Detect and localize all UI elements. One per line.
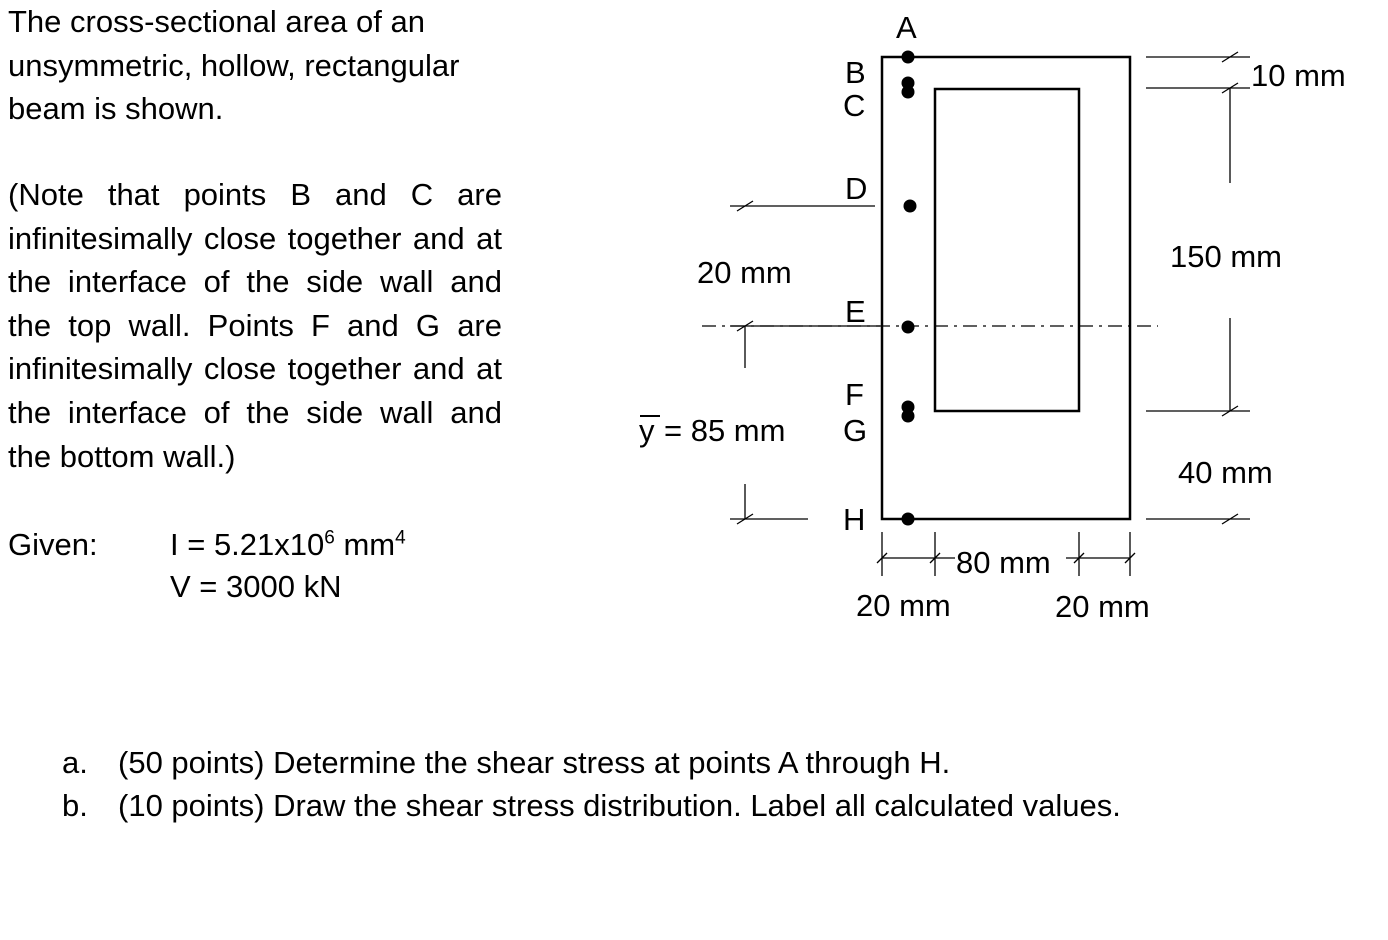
point-a-label: A xyxy=(896,10,917,45)
point-c-label: C xyxy=(843,88,866,123)
dim-centroid-offset: 20 mm xyxy=(697,255,792,290)
dim-inner-width: 80 mm xyxy=(956,545,1051,580)
problem-note: (Note that points B and C are infinitesimally close together and at the interface of the side wall and the top wall. Points F and G are infinitesimally close together and at the interface of the side wall and the bottom wall.) xyxy=(8,177,502,474)
given-moment-of-inertia: $I = 5.21x10^6$ $mm^4$ xyxy=(170,527,406,562)
point-h-label: H xyxy=(843,502,866,537)
dim-inner-height: 150 mm xyxy=(1170,239,1282,274)
dim-top-wall: 10 mm xyxy=(1251,58,1346,93)
point-d-dot xyxy=(904,200,917,213)
dim-bottom-wall: 40 mm xyxy=(1178,455,1273,490)
point-g-label: G xyxy=(843,413,868,448)
point-b-label: B xyxy=(845,55,866,90)
point-a-dot xyxy=(902,51,915,64)
given-label: Given: xyxy=(8,527,98,562)
question-b: b. (10 points) Draw the shear stress distribution. Label all calculated values. xyxy=(62,788,1121,823)
point-h-dot xyxy=(902,513,915,526)
inner-hollow xyxy=(935,89,1079,411)
point-g-dot xyxy=(902,410,915,423)
question-a: a. (50 points) Determine the shear stress at points A through H. xyxy=(62,745,951,780)
outer-boundary xyxy=(882,57,1130,519)
point-f-label: F xyxy=(845,377,864,412)
point-e-dot xyxy=(902,321,915,334)
dim-ybar-symbol: y xyxy=(639,413,655,448)
given-shear-force: V = 3000 kN xyxy=(170,569,342,604)
question-list xyxy=(62,741,1121,827)
point-d-label: D xyxy=(845,171,868,206)
dim-right-wall: 20 mm xyxy=(1055,589,1150,624)
point-e-label: E xyxy=(845,294,866,329)
problem-intro: The cross-sectional area of an unsymmetric, hollow, rectangular beam is shown. xyxy=(8,4,460,126)
dim-ybar-value: = 85 mm xyxy=(664,413,786,448)
point-c-dot xyxy=(902,86,915,99)
dim-left-wall: 20 mm xyxy=(856,588,951,623)
